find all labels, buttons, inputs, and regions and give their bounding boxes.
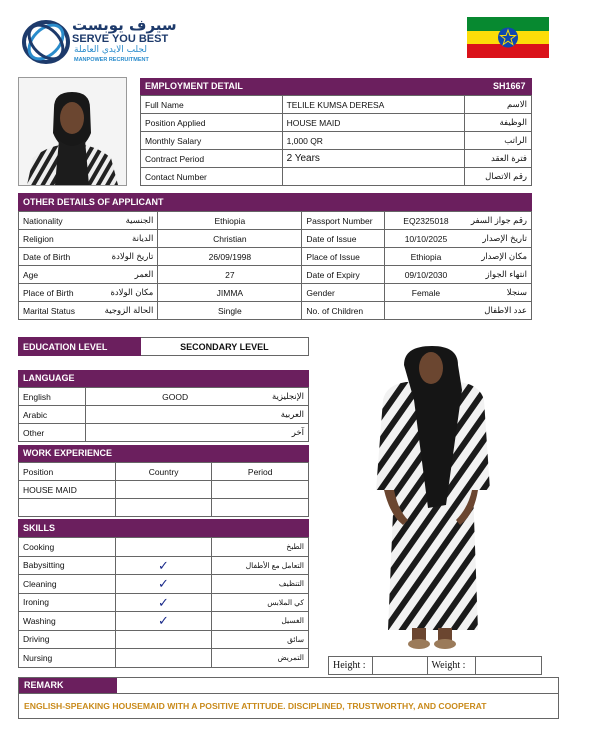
skill-row <box>19 575 309 594</box>
detail-label-ar: مكان الولادة <box>82 284 157 302</box>
other-details-row <box>19 284 532 302</box>
work-row <box>19 481 309 499</box>
detail-value: Single <box>158 302 302 320</box>
language-name-ar: الإنجليزية <box>265 388 309 406</box>
employment-field-label: Full Name <box>141 96 283 114</box>
brand-logo <box>22 18 182 66</box>
work-cell: HOUSE MAID <box>19 481 116 499</box>
employment-row <box>141 96 532 114</box>
skill-name-ar: سائق <box>212 630 309 649</box>
employment-field-label-ar: الراتب <box>465 132 532 150</box>
detail-label: Religion <box>19 230 83 248</box>
language-name: English <box>19 388 86 406</box>
skill-check-icon: ✓ <box>115 593 211 612</box>
remark-text: ENGLISH-SPEAKING HOUSEMAID WITH A POSITIVE ATTITUDE. DISCIPLINED, TRUSTWORTHY, AND COOPERAT <box>24 701 487 711</box>
height-value <box>372 657 427 675</box>
employment-table <box>140 95 532 186</box>
detail-label-ar: الجنسية <box>82 212 157 230</box>
employment-row <box>141 132 532 150</box>
employment-field-label-ar: الوظيفة <box>465 114 532 132</box>
language-name: Arabic <box>19 406 86 424</box>
language-name-ar: العربية <box>265 406 309 424</box>
education-value: SECONDARY LEVEL <box>140 338 308 356</box>
remark-box <box>18 694 559 719</box>
skill-check-icon <box>115 649 211 668</box>
employment-field-label-ar: الاسم <box>465 96 532 114</box>
detail-value: JIMMA <box>158 284 302 302</box>
detail-label-2: Date of Expiry <box>302 266 385 284</box>
detail-label-2: Place of Issue <box>302 248 385 266</box>
skill-name-ar: التعامل مع الأطفال <box>212 556 309 575</box>
applicant-photo-small <box>18 77 127 186</box>
employment-field-label: Contract Period <box>141 150 283 168</box>
skill-row <box>19 538 309 557</box>
skill-check-icon: ✓ <box>115 556 211 575</box>
remark-header: REMARK <box>19 678 117 693</box>
detail-label: Date of Birth <box>19 248 83 266</box>
detail-label: Nationality <box>19 212 83 230</box>
detail-label-2-ar: تاريخ الإصدار <box>467 230 532 248</box>
employment-field-value <box>282 168 465 186</box>
applicant-code: SH1667 <box>493 81 526 91</box>
detail-value: Ethiopia <box>158 212 302 230</box>
detail-value-2: 09/10/2030 <box>385 266 467 284</box>
employment-header-title: EMPLOYMENT DETAIL <box>145 81 243 91</box>
language-header: LANGUAGE <box>18 370 309 387</box>
detail-value-2: EQ2325018 <box>385 212 467 230</box>
detail-label-2-ar: عدد الاطفال <box>467 302 532 320</box>
other-details-table <box>18 211 532 320</box>
detail-label-2: Gender <box>302 284 385 302</box>
employment-row <box>141 168 532 186</box>
education-table <box>18 337 309 356</box>
language-name-ar: آخر <box>265 424 309 442</box>
work-header: WORK EXPERIENCE <box>18 445 309 462</box>
skill-name: Babysitting <box>19 556 116 575</box>
measurements-table <box>328 656 542 675</box>
detail-label-2-ar: مكان الإصدار <box>467 248 532 266</box>
detail-label-ar: الديانة <box>82 230 157 248</box>
work-table <box>18 462 309 517</box>
skill-name-ar: الطبخ <box>212 538 309 557</box>
skill-name: Cleaning <box>19 575 116 594</box>
other-details-row <box>19 302 532 320</box>
detail-label-2-ar: رقم جواز السفر <box>467 212 532 230</box>
skill-check-icon <box>115 538 211 557</box>
detail-value-2: Female <box>385 284 467 302</box>
work-cell <box>212 499 309 517</box>
employment-field-label: Monthly Salary <box>141 132 283 150</box>
language-row <box>19 388 309 406</box>
skill-row <box>19 556 309 575</box>
logo-icon <box>22 20 70 64</box>
skill-row <box>19 593 309 612</box>
brand-tagline-en: MANPOWER RECRUITMENT <box>74 57 149 63</box>
skill-row <box>19 649 309 668</box>
work-column-header: Position <box>19 463 116 481</box>
language-level: GOOD <box>85 388 264 406</box>
employment-field-label: Contact Number <box>141 168 283 186</box>
detail-label-2: Date of Issue <box>302 230 385 248</box>
skill-check-icon <box>115 630 211 649</box>
height-label: Height : <box>329 657 373 675</box>
language-row <box>19 406 309 424</box>
detail-label-2: No. of Children <box>302 302 385 320</box>
detail-value: 27 <box>158 266 302 284</box>
employment-field-value: 1,000 QR <box>282 132 465 150</box>
employment-field-value: HOUSE MAID <box>282 114 465 132</box>
other-details-header: OTHER DETAILS OF APPLICANT <box>18 193 532 211</box>
skill-row <box>19 612 309 631</box>
language-row <box>19 424 309 442</box>
other-details-row <box>19 266 532 284</box>
brand-name: SERVE YOU BEST <box>72 33 169 45</box>
detail-label: Place of Birth <box>19 284 83 302</box>
employment-field-label-ar: رقم الاتصال <box>465 168 532 186</box>
other-details-row <box>19 212 532 230</box>
detail-label-ar: الحالة الزوجية <box>82 302 157 320</box>
work-cell <box>19 499 116 517</box>
detail-label-ar: العمر <box>82 266 157 284</box>
skill-name-ar: التنظيف <box>212 575 309 594</box>
work-header-row <box>19 463 309 481</box>
employment-field-label: Position Applied <box>141 114 283 132</box>
skill-name-ar: التمريض <box>212 649 309 668</box>
employment-field-label-ar: فترة العقد <box>465 150 532 168</box>
detail-label-2-ar: انتهاء الجواز <box>467 266 532 284</box>
work-cell <box>115 481 212 499</box>
skill-check-icon: ✓ <box>115 575 211 594</box>
language-name: Other <box>19 424 86 442</box>
employment-row <box>141 150 532 168</box>
skill-name: Washing <box>19 612 116 631</box>
work-column-header: Country <box>115 463 212 481</box>
detail-label: Marital Status <box>19 302 83 320</box>
skill-name: Nursing <box>19 649 116 668</box>
skill-check-icon: ✓ <box>115 612 211 631</box>
detail-value-2: Ethiopia <box>385 248 467 266</box>
detail-label-ar: تاريخ الولادة <box>82 248 157 266</box>
skill-name-ar: الغسيل <box>212 612 309 631</box>
skill-name: Ironing <box>19 593 116 612</box>
employment-row <box>141 114 532 132</box>
work-cell <box>212 481 309 499</box>
detail-label-2-ar: سنجلا <box>467 284 532 302</box>
detail-label: Age <box>19 266 83 284</box>
weight-value <box>476 657 542 675</box>
work-row <box>19 499 309 517</box>
brand-arabic: سيرف يوبست <box>72 16 177 34</box>
language-level <box>85 424 264 442</box>
detail-value: Christian <box>158 230 302 248</box>
weight-label: Weight : <box>427 657 476 675</box>
detail-label-2: Passport Number <box>302 212 385 230</box>
skills-header: SKILLS <box>18 519 309 537</box>
other-details-row <box>19 248 532 266</box>
brand-tagline-ar: لجلب الايدي العاملة <box>74 45 147 55</box>
other-details-row <box>19 230 532 248</box>
work-cell <box>115 499 212 517</box>
education-label: EDUCATION LEVEL <box>19 338 141 356</box>
skills-table <box>18 537 309 668</box>
language-level <box>85 406 264 424</box>
detail-value-2: 10/10/2025 <box>385 230 467 248</box>
skill-name-ar: كي الملابس <box>212 593 309 612</box>
employment-header <box>140 78 532 95</box>
skill-name: Driving <box>19 630 116 649</box>
remark-row <box>18 677 559 694</box>
skill-row <box>19 630 309 649</box>
employment-field-value: TELILE KUMSA DERESA <box>282 96 465 114</box>
detail-value-2 <box>385 302 467 320</box>
detail-value: 26/09/1998 <box>158 248 302 266</box>
language-table <box>18 387 309 442</box>
applicant-photo-full <box>328 340 538 652</box>
work-column-header: Period <box>212 463 309 481</box>
skill-name: Cooking <box>19 538 116 557</box>
ethiopia-flag-icon <box>467 17 549 58</box>
employment-field-value: 2 Years <box>282 150 465 168</box>
